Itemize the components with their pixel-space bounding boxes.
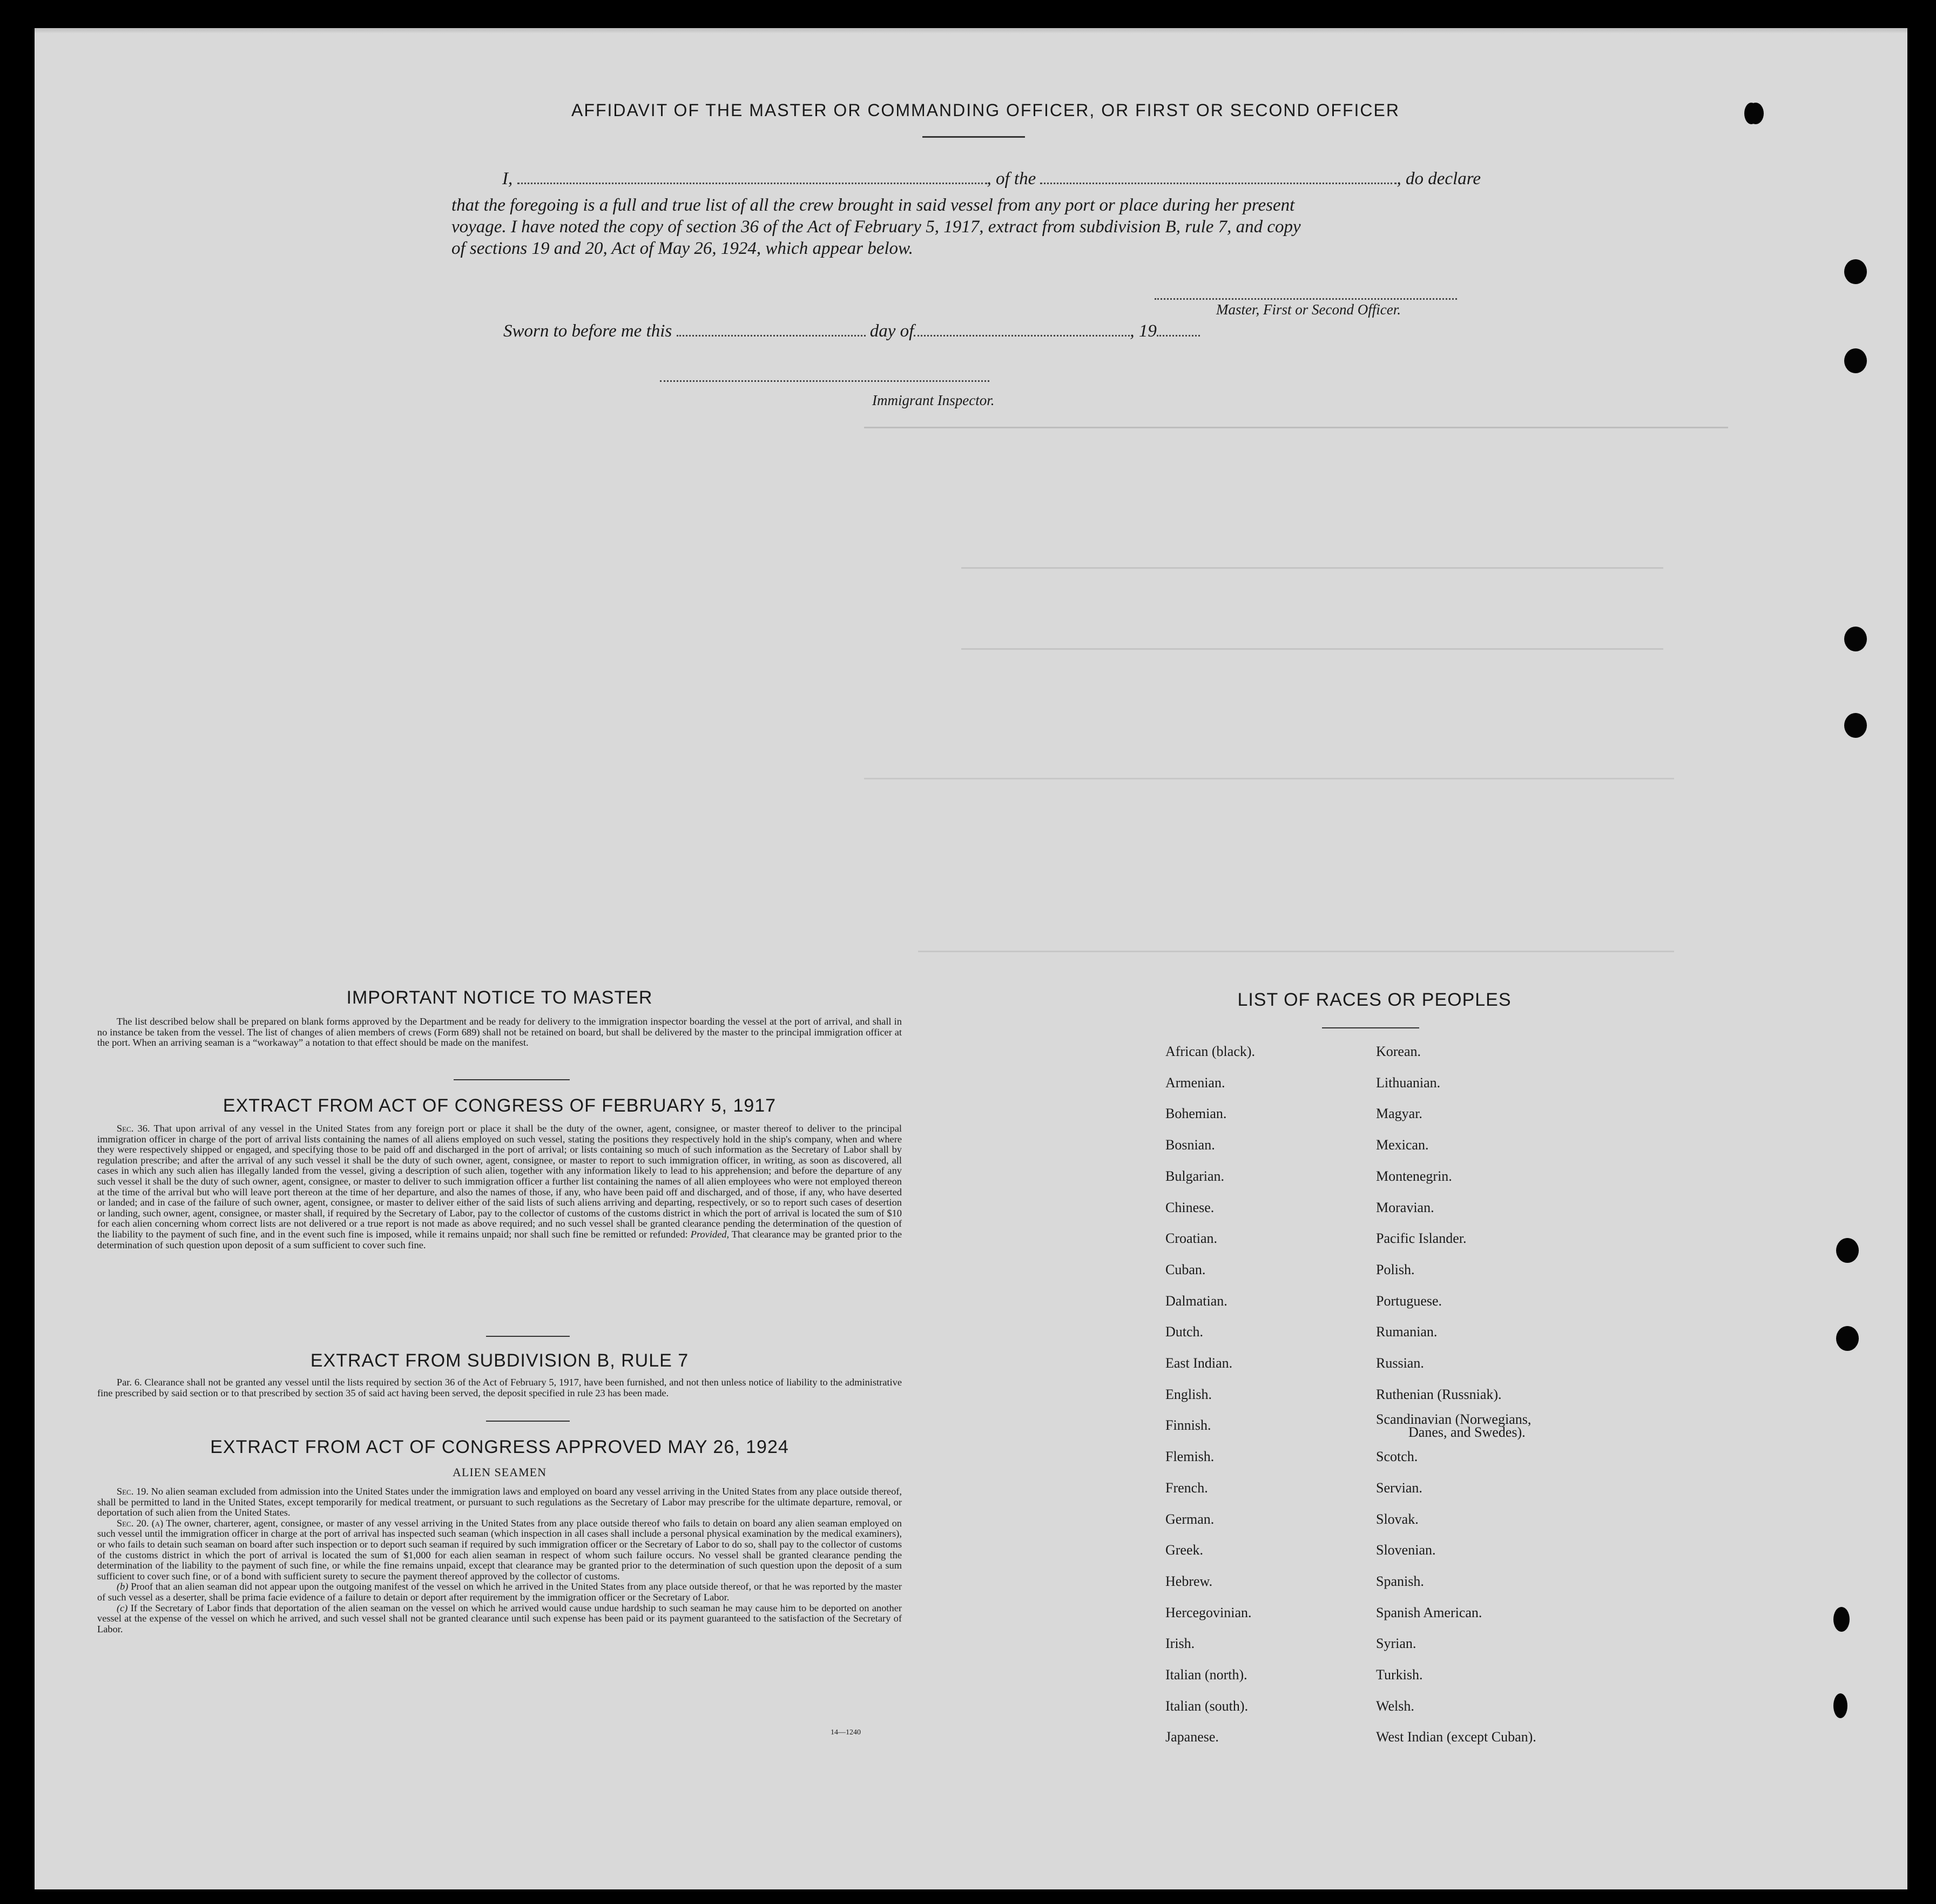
section-divider: [486, 1421, 570, 1422]
master-signature-label: Master, First or Second Officer.: [1216, 301, 1401, 318]
race-item: West Indian (except Cuban).: [1376, 1729, 1536, 1745]
sec-20a-text: The owner, charterer, agent, consignee, or master of any vessel arriving in the United States from any place outside thereof who fails to detain on board any alien seaman employed on such vessel until the immigration officer in charge at the port of arrival has inspected such seaman (which inspection in all cases shall include a personal physical examination by the medical examiners), or who fails to detain such seaman on board after such inspection or to deport such seaman if required by such immigration officer or the Secretary of Labor to do so, shall pay to the collector of customs of the customs district in which the port of arrival is located the sum of $1,000 for each alien seaman in respect of whom such failure occurs. No vessel shall be granted clearance pending the determination of the liability to the payment of such fine, or while the fine remains unpaid, except that clearance may be granted prior to the determination of such question upon the deposit of a sum sufficient to cover such fine, or of a bond with sufficient surety to secure the payment thereof approved by the collector of customs.: [97, 1517, 902, 1582]
sworn-year-blank[interactable]: [1157, 321, 1200, 337]
race-item: Cuban.: [1165, 1261, 1206, 1277]
race-item: Scandinavian (Norwegians, Danes, and Swedes).: [1376, 1411, 1532, 1441]
race-item: Flemish.: [1165, 1449, 1215, 1465]
race-item: Croatian.: [1165, 1230, 1218, 1247]
declaration-text: of sections 19 and 20, Act of May 26, 1924, which appear below.: [451, 239, 913, 258]
sec-19-text: No alien seaman excluded from admission into the United States under the immigration laws and employed on board any vessel arriving in the United States from any place outside thereof, shall be permitted to land in the United States, except temporarily for medical treatment, or pursuant to such regulations as the Secretary of Labor may prescribe for the ultimate departure, removal, or deportation of such alien from the United States.: [97, 1486, 902, 1518]
race-item: Slovenian.: [1376, 1542, 1436, 1558]
race-item: German.: [1165, 1511, 1215, 1527]
bleed-through-mark: [918, 951, 1674, 952]
sworn-day-blank[interactable]: [677, 321, 866, 337]
declaration-line: [502, 169, 1481, 189]
race-item: Bohemian.: [1165, 1106, 1227, 1122]
master-signature-line[interactable]: [1155, 298, 1457, 300]
race-item: African (black).: [1165, 1044, 1256, 1059]
race-item: Pacific Islander.: [1376, 1230, 1467, 1247]
alien-seamen-subtitle: ALIEN SEAMEN: [453, 1465, 547, 1479]
race-item: Welsh.: [1376, 1698, 1414, 1714]
inspector-signature-label: Immigrant Inspector.: [872, 392, 995, 408]
race-item: Spanish.: [1376, 1573, 1424, 1589]
sec-20b-label: (b): [117, 1581, 129, 1592]
race-item: Finnish.: [1165, 1417, 1211, 1434]
race-item: Bulgarian.: [1165, 1168, 1225, 1184]
notice-title: IMPORTANT NOTICE TO MASTER: [346, 987, 653, 1008]
sec-20-label: Sec. 20. (a): [117, 1517, 164, 1529]
race-item: Portuguese.: [1376, 1293, 1442, 1309]
race-item: Greek.: [1165, 1542, 1204, 1558]
race-item: Spanish American.: [1376, 1604, 1482, 1620]
sec-20c-text: If the Secretary of Labor finds that deportation of the alien seaman on the vessel on which he arrived would cause undue hardship to such seaman he may cause him to be deported on another vessel at the expense of the vessel on which he arrived, and such vessel shall not be granted clearance until such expense has been paid or its payment guaranteed to the satisfaction of the Secretary of Labor.: [97, 1602, 902, 1634]
punch-hole: [1748, 103, 1764, 124]
sworn-text: Sworn to before me this: [503, 321, 672, 341]
sec-19-label: Sec. 19.: [117, 1486, 149, 1497]
name-blank[interactable]: [517, 169, 987, 184]
extract-1917-title: EXTRACT FROM ACT OF CONGRESS OF FEBRUARY 5, 1917: [222, 1095, 777, 1116]
proviso: Provided,: [690, 1228, 730, 1240]
sec-36-label: Sec. 36.: [117, 1123, 150, 1134]
declaration-of-the: , of the: [987, 169, 1036, 189]
race-item: Polish.: [1376, 1261, 1415, 1277]
race-item: Montenegrin.: [1376, 1168, 1452, 1184]
race-item: Slovak.: [1376, 1511, 1419, 1527]
punch-hole: [1833, 1607, 1850, 1632]
affidavit-title: AFFIDAVIT OF THE MASTER OR COMMANDING OFFICER, OR FIRST OR SECOND OFFICER: [571, 100, 1400, 120]
extract-rule7-text: [97, 1377, 902, 1398]
race-item: Ruthenian (Russniak).: [1376, 1386, 1502, 1402]
form-number: 14—1240: [831, 1728, 861, 1737]
race-item: Irish.: [1165, 1636, 1195, 1652]
punch-hole: [1836, 1238, 1859, 1263]
page-edge: [35, 28, 1907, 33]
race-item: Chinese.: [1165, 1199, 1215, 1215]
declaration-text: that the foregoing is a full and true list of all the crew brought in said vessel from any port or place during her present: [451, 196, 1295, 215]
punch-hole: [1844, 627, 1867, 651]
notice-text: [97, 1017, 902, 1048]
race-item: Bosnian.: [1165, 1137, 1215, 1153]
sec-36-text: That upon arrival of any vessel in the United States from any foreign port or place it shall be the duty of the owner, agent, consignee, or master thereof to deliver to the principal immigration officer in charge of the port of arrival lists containing the names of all aliens employed on such vessel, stating the positions they respectively hold in the ship's company, when and where they were respectively shipped or engaged, and specifying those to be paid off and discharged in the port of arrival; or lists containing so much of such information as the Secretary of Labor shall by regulation prescribe; and after the arrival of any such vessel it shall be the duty of such owner, agent, consignee, or master to report to such immigration officer, in writing, as soon as discovered, all cases in which any such alien has illegally landed from the vessel, giving a description of such alien, together with any information likely to lead to his apprehension; and before the departure of any such vessel it shall be the duty of such owner, agent, consignee, or master to deliver to such immigration officer a further list containing the names of all alien employees who were not employed thereon at the time of the arrival but who will leave port thereon at the time of her departure, and also the names of those, if any, who have been paid off and discharged, and of those, if any, who have deserted or landed; and in case of the failure of such owner, agent, consignee, or master to deliver either of the said lists of such aliens arriving and departing, respectively, or so to report such cases of desertion or landing, such owner, agent, consignee, or master shall, if required by the Secretary of Labor, pay to the collector of customs of the customs district in which the port of arrival is located the sum of $10 for each alien concerning whom correct lists are not delivered or a true report is not made as above required; and no such vessel shall be granted clearance pending the determination of the question of the liability to the payment of such fine, and in the event such fine is imposed, while it remains unpaid; nor shall such fine be remitted or refunded:: [97, 1123, 902, 1240]
races-divider: [1322, 1027, 1419, 1028]
sworn-day-of: day of: [869, 321, 914, 341]
race-item: Scotch.: [1376, 1449, 1418, 1465]
declaration-text: voyage. I have noted the copy of section 36 of the Act of February 5, 1917, extract from subdivision B, rule 7, and copy: [451, 217, 1301, 237]
section-divider: [486, 1336, 570, 1337]
race-item: Hebrew.: [1165, 1573, 1213, 1589]
race-item: Italian (north).: [1165, 1667, 1247, 1683]
race-item: Mexican.: [1376, 1137, 1429, 1153]
punch-hole: [1844, 348, 1867, 373]
extract-rule7-title: EXTRACT FROM SUBDIVISION B, RULE 7: [310, 1350, 689, 1371]
punch-hole: [1833, 1693, 1847, 1718]
race-item: East Indian.: [1165, 1355, 1233, 1371]
race-item: Moravian.: [1376, 1199, 1434, 1215]
section-divider: [454, 1079, 570, 1080]
race-item: Korean.: [1376, 1044, 1421, 1059]
punch-hole: [1844, 259, 1867, 284]
race-item: Dalmatian.: [1165, 1293, 1227, 1309]
inspector-signature-line[interactable]: [660, 380, 989, 382]
race-item: Syrian.: [1376, 1636, 1416, 1652]
race-item: Lithuanian.: [1376, 1074, 1441, 1091]
race-item: Japanese.: [1165, 1729, 1219, 1745]
race-item: Turkish.: [1376, 1667, 1423, 1683]
vessel-blank[interactable]: [1040, 169, 1397, 184]
sec-36-end: That clearance may be granted prior to the determination of such question upon deposit of a sum sufficient to cover such fine.: [97, 1228, 902, 1250]
declaration-do-declare: , do declare: [1397, 169, 1481, 189]
race-item: English.: [1165, 1386, 1212, 1402]
sec-20b-text: Proof that an alien seaman did not appear upon the outgoing manifest of the vessel on which he arrived in the United States from any place outside thereof, or that he was reported by the master of such vessel as a deserter, shall be prima facie evidence of a failure to detain or deport after requirement by the immigration officer or the Secretary of Labor.: [97, 1581, 902, 1603]
race-item: Rumanian.: [1376, 1324, 1438, 1340]
extract-1924-text: [97, 1486, 902, 1634]
punch-hole: [1844, 713, 1867, 738]
bleed-through-mark: [864, 778, 1674, 779]
race-item: Dutch.: [1165, 1324, 1204, 1340]
sworn-year: , 19: [1130, 321, 1157, 341]
race-item: Russian.: [1376, 1355, 1424, 1371]
race-item: Magyar.: [1376, 1106, 1422, 1122]
extract-1924-title: EXTRACT FROM ACT OF CONGRESS APPROVED MAY 26, 1924: [210, 1437, 789, 1457]
race-item-continuation: Danes, and Swedes).: [1408, 1424, 1526, 1441]
sec-20c-label: (c): [117, 1602, 128, 1613]
bleed-through-mark: [961, 567, 1663, 569]
extract-1917-text: [97, 1123, 902, 1250]
sworn-line: [503, 321, 1200, 341]
declaration-i: I,: [502, 169, 513, 189]
notice-paragraph: The list described below shall be prepared on blank forms approved by the Department and be ready for delivery to the immigration inspector boarding the vessel at the port of arrival, and shall in no instance be taken from the vessel. The list of changes of alien members of crews (Form 689) shall not be retained on board, but shall be delivered by the master to the principal immigration officer at the port. When an arriving seaman is a “workaway” a notation to that effect should be made on the manifest.: [97, 1016, 902, 1048]
sworn-month-blank[interactable]: [914, 321, 1130, 337]
races-title: LIST OF RACES OR PEOPLES: [1237, 990, 1512, 1010]
race-item: Italian (south).: [1165, 1698, 1249, 1714]
rule7-paragraph: Par. 6. Clearance shall not be granted any vessel until the lists required by section 36 of the Act of February 5, 1917, have been furnished, and not then unless notice of liability to the administrative fine prescribed by said section or to that prescribed by section 35 of said act having been served, the deposit specified in rule 23 has been made.: [97, 1377, 902, 1398]
bleed-through-mark: [864, 427, 1728, 428]
title-divider: [922, 136, 1025, 138]
bleed-through-mark: [961, 648, 1663, 650]
punch-hole: [1836, 1326, 1859, 1351]
race-item: French.: [1165, 1479, 1208, 1496]
race-item: Hercegovinian.: [1165, 1604, 1252, 1620]
race-item: Servian.: [1376, 1479, 1422, 1496]
race-item: Armenian.: [1165, 1074, 1225, 1091]
